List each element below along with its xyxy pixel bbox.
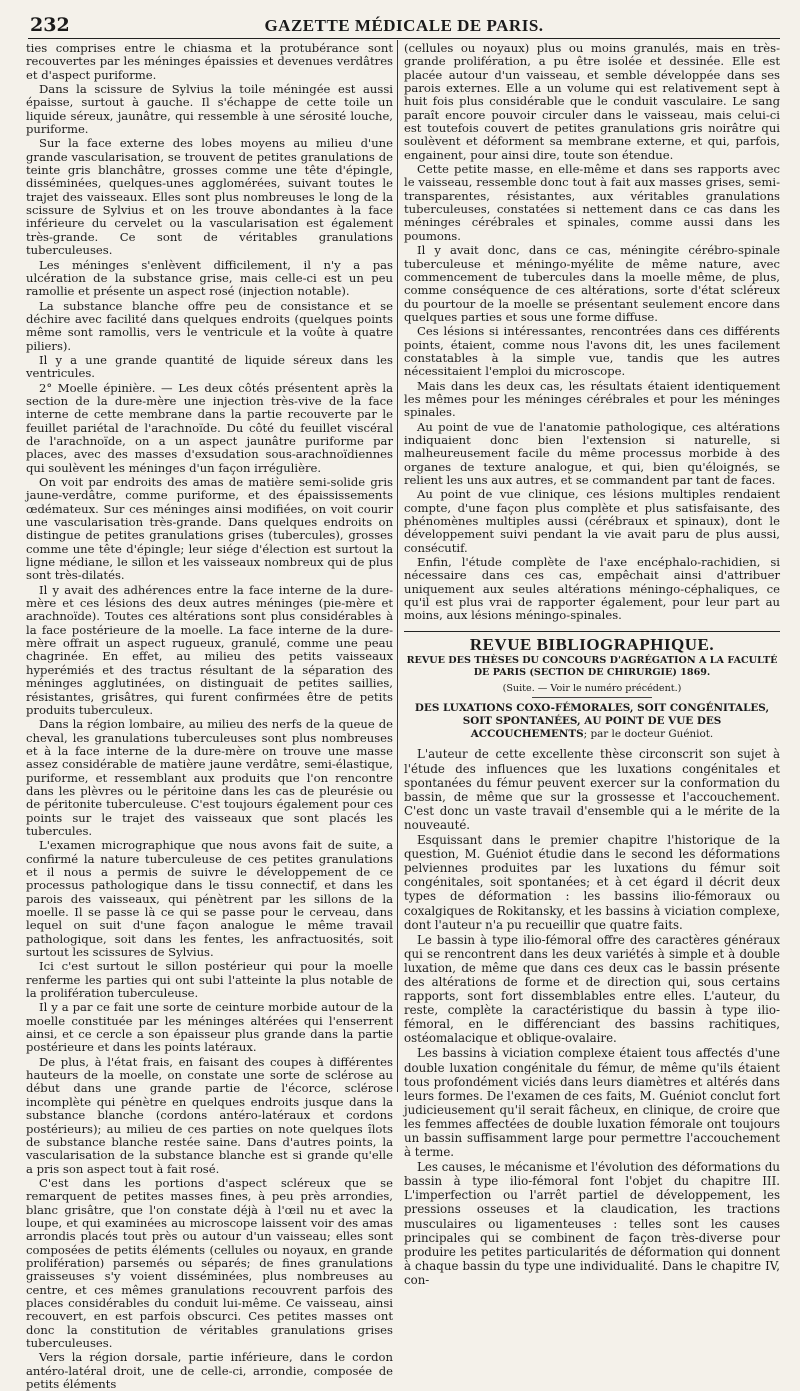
section-separator — [404, 631, 780, 632]
short-rule — [532, 697, 652, 698]
right-column — [404, 41, 780, 1287]
paragraph: De plus, à l'état frais, en faisant des coupes à différentes hauteurs de la moelle, on constate une sorte de sclérose au début dans une grande partie de l'écorce, sclérose incomplète qui pénètre en quelques endroits jusque dans la substance blanche (cordons antéro-latéraux et cordons postérieurs); au milieu de ces parties on note quelques îlots de substance blanche restée saine. Dans d'autres points, la vascularisation de la substance blanche est si grande qu'elle a pris son aspect tout à fait rosé. — [26, 1054, 393, 1176]
paragraph: Vers la région dorsale, partie inférieure, dans le cordon antéro-latéral droit, une de celle-ci, arrondie, composée de petits éléments — [26, 1350, 393, 1391]
page-number: 232 — [30, 14, 70, 36]
thesis-title: DES LUXATIONS COXO-FÉMORALES, SOIT CONGÉNITALES, SOIT SPONTANÉES, AU POINT DE VUE DES ACCOUCHEMENTS — [414, 702, 770, 741]
paragraph: Il y avait des adhérences entre la face interne de la dure-mère et ces lésions des deux autres méninges (pie-mère et arachnoïde). Toutes ces altérations sont plus considérables à la face postérieure de la moelle. La face interne de la dure-mère offrait un aspect rugueux, granulé, comme une peau chagrinée. En effet, au milieu des petits vaisseaux hyperémiés et des tractus résultant de la séparation des méninges agglutinées, on distinguait de petites saillies, résistantes, grisâtres, qui furent confirmées être de petits produits tuberculeux. — [26, 582, 393, 717]
paragraph: Les méninges s'enlèvent difficilement, il n'y a pas ulcération de la substance grise, mais celle-ci est un peu ramollie et présente un aspect rosé (injection notable). — [26, 257, 393, 299]
continued-note: (Suite. — Voir le numéro précédent.) — [502, 683, 682, 695]
bibliographic-review — [404, 634, 780, 1287]
page-header — [28, 14, 780, 39]
paragraph: Il y avait donc, dans ce cas, méningite cérébro-spinale tuberculeuse et méningo-myélite de même nature, avec commencement de tubercules dans la moelle même, de plus, comme conséquence de ces altérations, sorte d'état scléreux du pourtour de la moelle se présentant seulement encore dans quelques parties et sous une forme diffuse. — [404, 243, 780, 324]
review-subtitle: REVUE DES THÈSES DU CONCOURS D'AGRÉGATION A LA FACULTÉ DE PARIS (SECTION DE CHIRURGIE) 1869. — [406, 655, 778, 679]
paragraph: Au point de vue de l'anatomie pathologique, ces altérations indiquaient donc bien l'extension si naturelle, si malheureusement facile du même processus morbide à des organes de texture analogue, et qui, bien qu'éloignés, se relient les uns aux autres, et se commandent par tant de faces. — [404, 419, 780, 487]
paragraph: Sur la face externe des lobes moyens au milieu d'une grande vascularisation, se trouvent de petites granulations de teinte gris blanchâtre, grosses comme une tête d'épingle, disséminées, quelques-unes agglomérées, suivant toutes le trajet des vaisseaux. Elles sont plus nombreuses le long de la scissure de Sylvius et on les trouve abondantes à la face inférieure du cervelet ou la vascularisation est également très-grande. Ce sont de véritables granulations tuberculeuses. — [26, 136, 393, 258]
paragraph: Il y a par ce fait une sorte de ceinture morbide autour de la moelle constituée par les méninges altérées qui l'enserrent ainsi, et ce cercle a son épaisseur plus grande dans la partie postérieure et dans les points latéraux. — [26, 1000, 393, 1055]
paragraph: Mais dans les deux cas, les résultats étaient identiquement les mêmes pour les méninges cérébrales et pour les méninges spinales. — [404, 378, 780, 420]
left-column — [26, 41, 393, 1391]
paragraph: Cette petite masse, en elle-même et dans ses rapports avec le vaisseau, ressemble donc tout à fait aux masses grises, semi-transparentes, résistantes, aux véritables granulations tuberculeuses, constatées si nettement dans ce cas dans les méninges cérébrales et spinales, comme aussi dans les poumons. — [404, 162, 780, 243]
journal-title: GAZETTE MÉDICALE DE PARIS. — [264, 16, 544, 35]
paragraph: L'auteur de cette excellente thèse circonscrit son sujet à l'étude des influences que les luxations congénitales et spontanées du fémur peuvent exercer sur la conformation du bassin, de même que sur la grossesse et l'accouchement. C'est donc un vaste travail d'ensemble qui a le mérite de la nouveauté. — [404, 747, 780, 832]
paragraph: Les causes, le mécanisme et l'évolution des déformations du bassin à type ilio-fémoral font l'objet du chapitre III. L'imperfection ou l'arrêt partiel de développement, les pressions osseuses et la claudication, les tractions musculaires ou ligamenteuses : telles sont les causes principales qui se combinent de façon très-diverse pour produire les petites particularités de déformation qui donnent à chaque bassin du type une individualité. Dans le chapitre IV, con- — [404, 1160, 780, 1287]
paragraph: C'est dans les portions d'aspect scléreux que se remarquent de petites masses fines, à peu près arrondies, blanc grisâtre, que l'on constate déjà à l'œil nu et avec la loupe, et qui examinées au microscope laissent voir des amas arrondis placés tout près ou autour d'un vaisseau; elles sont composées de petits éléments (cellules ou noyaux, en grande prolifération) parsemés ou séparés; de fines granulations graisseuses s'y voient disséminées, plus nombreuses au centre, et ces mêmes granulations recouvrent parfois des places considérables du conduit lui-même. Ce vaisseau, ainsi recouvert, en est parfois obscurci. Ces petites masses ont donc la constitution de véritables granulations grises tuberculeuses. — [26, 1175, 393, 1350]
paragraph: La substance blanche offre peu de consistance et se déchire avec facilité dans quelques endroits (quelques points même sont ramollis, vers le ventricule et la voûte à quatre piliers). — [26, 298, 393, 353]
review-title: REVUE BIBLIOGRAPHIQUE. — [469, 634, 715, 654]
paragraph: Il y a une grande quantité de liquide séreux dans les ventricules. — [26, 352, 393, 381]
thesis-heading — [404, 702, 780, 741]
paragraph: Les bassins à viciation complexe étaient tous affectés d'une double luxation congénitale du fémur, de même qu'ils étaient tous profondément viciés dans leurs diamètres et altérés dans leurs formes. De l'examen de ces faits, M. Guéniot conclut fort judicieusement qu'il serait fâcheux, en clinique, de croire que les femmes affectées de double luxation fémorale ont toujours un bassin suffisamment large pour permettre l'accouchement à terme. — [404, 1046, 780, 1160]
thesis-author: ; par le docteur Guéniot. — [583, 728, 714, 741]
paragraph: 2° Moelle épinière. — Les deux côtés présentent après la section de la dure-mère une injection très-vive de la face interne de cette membrane dans la partie recouverte par le feuillet pariétal de l'arachnoïde. Du côté du feuillet viscéral de l'arachnoïde, on a un aspect jaunâtre puriforme par places, avec des masses d'exsudation sous-arachnoïdiennes qui soulèvent les méninges d'un façon irrégulière. — [26, 380, 393, 475]
column-divider — [397, 40, 398, 1092]
paragraph: Le bassin à type ilio-fémoral offre des caractères généraux qui se rencontrent dans les deux variétés à simple et à double luxation, de même que dans ces deux cas le bassin présente des altérations de forme et de direction qui, sous certains rapports, sont fort dissemblables entre elles. L'auteur, du reste, complète la caractéristique du bassin à type ilio-fémoral, en le différenciant des bassins rachitiques, ostéomalacique et oblique-ovalaire. — [404, 932, 780, 1046]
paragraph: Ici c'est surtout le sillon postérieur qui pour la moelle renferme les parties qui ont subi l'atteinte la plus notable de la prolifération tuberculeuse. — [26, 959, 393, 1001]
paragraph: Esquissant dans le premier chapitre l'historique de la question, M. Guéniot étudie dans le second les déformations pelviennes produites par les luxations du fémur soit congénitales, soit spontanées; et à cet égard il décrit deux types de déformation : les bassins ilio-fémoraux ou coxalgiques de Rokitansky, et les bassins à viciation complexe, dont l'auteur n'a pu recueillir que quatre faits. — [404, 833, 780, 932]
paragraph: On voit par endroits des amas de matière semi-solide gris jaune-verdâtre, comme puriforme, et des épaississements œdémateux. Sur ces méninges ainsi modifiées, on voit courir une vascularisation très-grande. Dans quelques endroits on distingue de petites granulations grises (tubercules), grosses comme une tête d'épingle; leur siége d'élection est surtout la ligne médiane, le sillon et les vaisseaux nombreux qui de plus sont très-dilatés. — [26, 475, 393, 583]
paragraph: ties comprises entre le chiasma et la protubérance sont recouvertes par les méninges épaissies et devenues verdâtres et d'aspect puriforme. — [26, 41, 393, 82]
paragraph: (cellules ou noyaux) plus ou moins granulés, mais en très-grande prolifération, a pu être isolée et dessinée. Elle est placée autour d'un vaisseau, et semble développée dans ses parois externes. Elle a un volume qui est relativement sept à huit fois plus considérable que le conduit vasculaire. Le sang paraît encore pouvoir circuler dans le vaisseau, mais celui-ci est toutefois couvert de petites granulations gris noirâtre qui soulèvent et déforment sa membrane externe, et qui, parfois, engainent, pour ainsi dire, toute son étendue. — [404, 41, 780, 162]
paragraph: Dans la région lombaire, au milieu des nerfs de la queue de cheval, les granulations tuberculeuses sont plus nombreuses et à la face interne de la dure-mère on trouve une masse assez considérable de matière jaune verdâtre, semi-élastique, puriforme, et ressemblant aux produits que l'on rencontre dans les plèvres ou le péritoine dans les cas de pleurésie ou de péritonite tuberculeuse. C'est toujours également pour ces points sur le trajet des vaisseaux que sont placés les tubercules. — [26, 717, 393, 838]
paragraph: L'examen micrographique que nous avons fait de suite, a confirmé la nature tuberculeuse de ces petites granulations et il nous a permis de suivre le développement de ce processus pathologique dans le tissu connectif, et dans les parois des vaisseaux, qui pénètrent par les sillons de la moelle. Il se passe là ce qui se passe pour le cerveau, dans lequel on suit d'une façon analogue le même travail pathologique, soit dans les fentes, les anfractuosités, soit surtout les scissures de Sylvius. — [26, 838, 393, 960]
paragraph: Enfin, l'étude complète de l'axe encéphalo-rachidien, si nécessaire dans ces cas, empêchait ainsi d'attribuer uniquement aux seules altérations méningo-céphaliques, ce qu'il est plus vrai de rapporter également, pour leur part au moins, aux lésions méningo-spinales. — [404, 555, 780, 623]
paragraph: Ces lésions si intéressantes, rencontrées dans ces différents points, étaient, comme nous l'avons dit, les unes facilement constatables à la simple vue, tandis que les autres nécessitaient l'emploi du microscope. — [404, 324, 780, 379]
paragraph: Dans la scissure de Sylvius la toile méningée est aussi épaisse, surtout à gauche. Il s'échappe de cette toile un liquide séreux, jaunâtre, qui ressemble à une sérosité louche, puriforme. — [26, 82, 393, 137]
paragraph: Au point de vue clinique, ces lésions multiples rendaient compte, d'une façon plus complète et plus satisfaisante, des phénomènes multiples aussi (cérébraux et spinaux), dont le développement suivi pendant la vie avait paru de plus aussi, consécutif. — [404, 487, 780, 555]
